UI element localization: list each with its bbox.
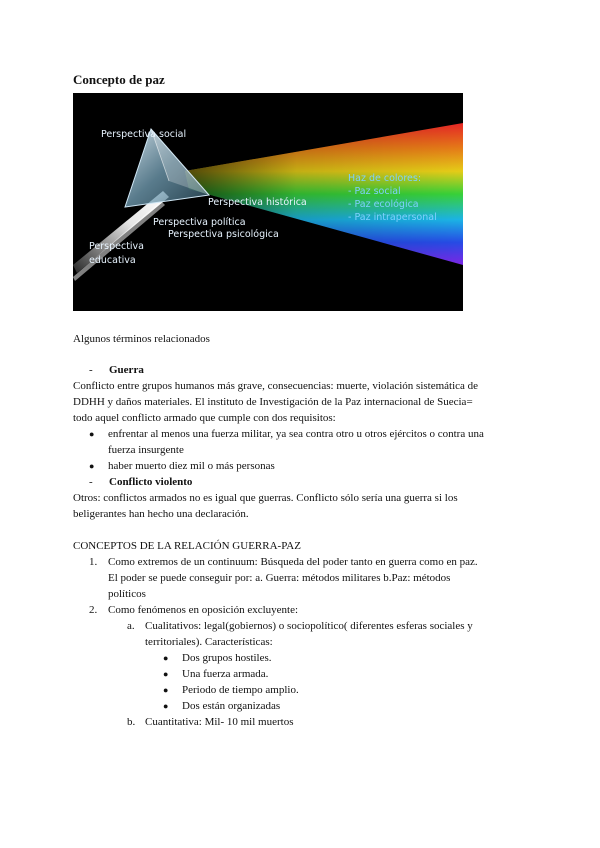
label-educativa-2: educativa	[89, 255, 136, 266]
label-social: Perspectiva social	[101, 129, 187, 140]
guerra-heading	[89, 363, 289, 378]
item-number: 2.	[89, 604, 98, 616]
conflicto-line: beligerantes han hecho una declaración.	[73, 508, 249, 520]
bullet-icon: ●	[163, 685, 169, 695]
sub-item	[127, 619, 527, 651]
feature-text: Dos están organizadas	[182, 700, 281, 712]
conflicto-line: Otros: conflictos armados no es igual que guerras. Conflicto sólo sería una guerra si los	[73, 492, 458, 504]
prism-illustration	[73, 93, 463, 311]
list-item	[89, 427, 529, 459]
conflicto-heading	[89, 475, 289, 490]
bullet-icon: ●	[89, 429, 95, 439]
numbered-item	[89, 603, 529, 619]
label-educativa-1: Perspectiva	[89, 241, 144, 252]
intro-text: Algunos términos relacionados	[73, 333, 210, 345]
bullet-icon: ●	[163, 701, 169, 711]
item-line: Como extremos de un continuum: Búsqueda del poder tanto en guerra como en paz.	[108, 556, 478, 568]
haz-item: - Paz ecológica	[348, 199, 419, 210]
feature-text: Dos grupos hostiles.	[182, 652, 272, 664]
numbered-item	[89, 555, 529, 603]
bullet-icon: ●	[163, 653, 169, 663]
label-historica: Perspectiva histórica	[208, 197, 307, 208]
feature-text: Una fuerza armada.	[182, 668, 269, 680]
feature-item	[163, 651, 463, 667]
bullet-line: haber muerto diez mil o más personas	[108, 460, 275, 472]
guerra-line: Conflicto entre grupos humanos más grave, consecuencias: muerte, violación sistemática de	[73, 380, 479, 392]
label-psicologica: Perspectiva psicológica	[168, 229, 279, 240]
item-number: 1.	[89, 556, 98, 568]
bullet-line: enfrentar al menos una fuerza militar, ya sea contra otro u otros ejércitos o contra una	[108, 428, 484, 440]
label-politica: Perspectiva política	[153, 217, 246, 228]
item-letter: a.	[127, 620, 135, 632]
item-line: Cualitativos: legal(gobiernos) o sociopolítico( diferentes esferas sociales y	[145, 620, 473, 632]
item-line: políticos	[108, 588, 146, 600]
guerra-line: todo aquel conflicto armado que cumple con dos requisitos:	[73, 412, 336, 424]
guerra-line: DDHH y daños materiales. El instituto de Investigación de la Paz internacional de Suecia=	[73, 396, 473, 408]
item-line: territoriales). Características:	[145, 636, 273, 648]
haz-heading: Haz de colores:	[348, 173, 422, 184]
feature-text: Periodo de tiempo amplio.	[182, 684, 299, 696]
bullet-icon: ●	[163, 669, 169, 679]
haz-item: - Paz social	[348, 186, 401, 197]
item-line: Cuantitativa: Mil- 10 mil muertos	[145, 716, 294, 728]
feature-item	[163, 667, 463, 683]
dash-marker: -	[89, 476, 93, 488]
relacion-heading: CONCEPTOS DE LA RELACIÓN GUERRA-PAZ	[73, 540, 301, 552]
haz-item: - Paz intrapersonal	[348, 212, 437, 223]
item-line: Como fenómenos en oposición excluyente:	[108, 604, 299, 616]
feature-item	[163, 699, 463, 715]
sub-item	[127, 715, 527, 731]
item-letter: b.	[127, 716, 136, 728]
dash-marker: -	[89, 364, 93, 376]
list-item	[89, 459, 529, 475]
bullet-icon: ●	[89, 461, 95, 471]
item-line: El poder se puede conseguir por: a. Guerra: métodos militares b.Paz: métodos	[108, 572, 451, 584]
conflicto-label: Conflicto violento	[109, 476, 193, 488]
page-title: Concepto de paz	[73, 72, 165, 87]
feature-item	[163, 683, 463, 699]
guerra-label: Guerra	[109, 364, 144, 376]
bullet-line: fuerza insurgente	[108, 444, 184, 456]
prism-figure	[73, 93, 463, 311]
